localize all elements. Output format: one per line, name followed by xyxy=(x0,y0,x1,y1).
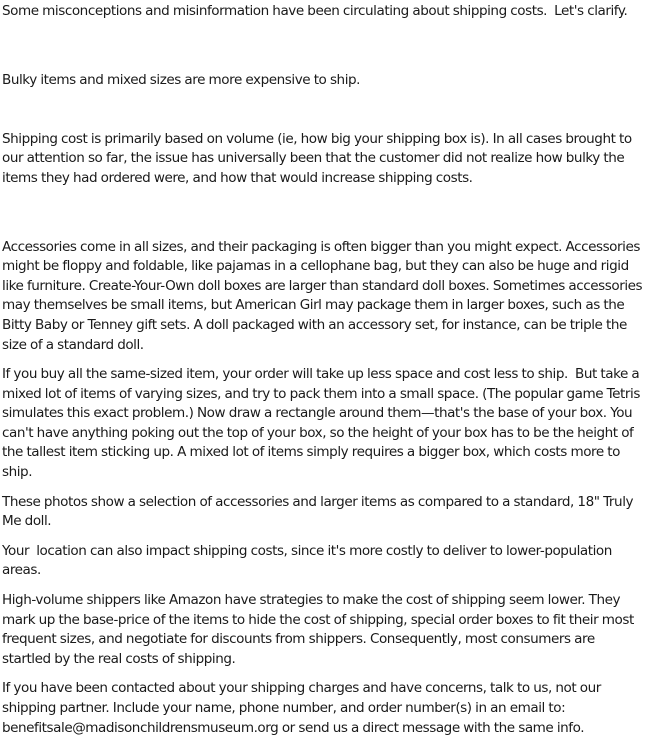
high-volume-shippers-paragraph: High-volume shippers like Amazon have strategies to make the cost of shipping seem lower. They mark up the base-price of the items to hide the cost of shipping, special order boxes to fit their most frequent sizes, and negotiate for discounts from shippers. Consequently, most consumers are startled by the real costs of shipping. xyxy=(2,592,638,667)
shipping-costs-document xyxy=(2,2,646,738)
bulky-items-body: Shipping cost is primarily based on volume (ie, how big your shipping box is). In all cases brought to our attention so far, the issue has universally been that the customer did not realize how bulky the items they had ordered were, and how that would increase shipping costs. xyxy=(2,130,636,186)
bulky-items-heading: Bulky items and mixed sizes are more expensive to ship. xyxy=(2,71,361,88)
intro-paragraph: Some misconceptions and misinformation have been circulating about shipping costs. Let's clarify. xyxy=(2,3,628,19)
bulky-items-paragraph xyxy=(2,32,646,228)
photos-paragraph: These photos show a selection of accessories and larger items as compared to a standard, 18" Truly Me doll. xyxy=(2,493,637,530)
location-paragraph: Your location can also impact shipping costs, since it's more costly to deliver to lower-population areas. xyxy=(2,542,616,579)
contact-paragraph: If you have been contacted about your shipping charges and have concerns, talk to us, not our shipping partner. Include your name, phone number, and order number(s) in an email to: benefitsale@madisonchildrensmuseum.org or send us a direct message with the same info. xyxy=(2,680,605,736)
mixed-sizes-paragraph: If you buy all the same-sized item, your order will take up less space and cost less to ship. But take a mixed lot of items of varying sizes, and try to pack them into a small space. (The popular game Tetris simulates this exact problem.) Now draw a rectangle around them—that's the base of your box. You can't have anything poking out the top of your box, so the height of your box has to be the height of the tallest item sticking up. A mixed lot of items simply requires a bigger box, which costs more to ship. xyxy=(2,366,644,481)
accessories-paragraph: Accessories come in all sizes, and their packaging is often bigger than you might expect. Accessories might be floppy and foldable, like pajamas in a cellophane bag, but they can also be huge and rigid like furniture. Create-Your-Own doll boxes are larger than standard doll boxes. Sometimes accessories may themselves be small items, but American Girl may package them in larger boxes, such as the Bitty Baby or Tenney gift sets. A doll packaged with an accessory set, for instance, can be triple the size of a standard doll. xyxy=(2,238,646,353)
